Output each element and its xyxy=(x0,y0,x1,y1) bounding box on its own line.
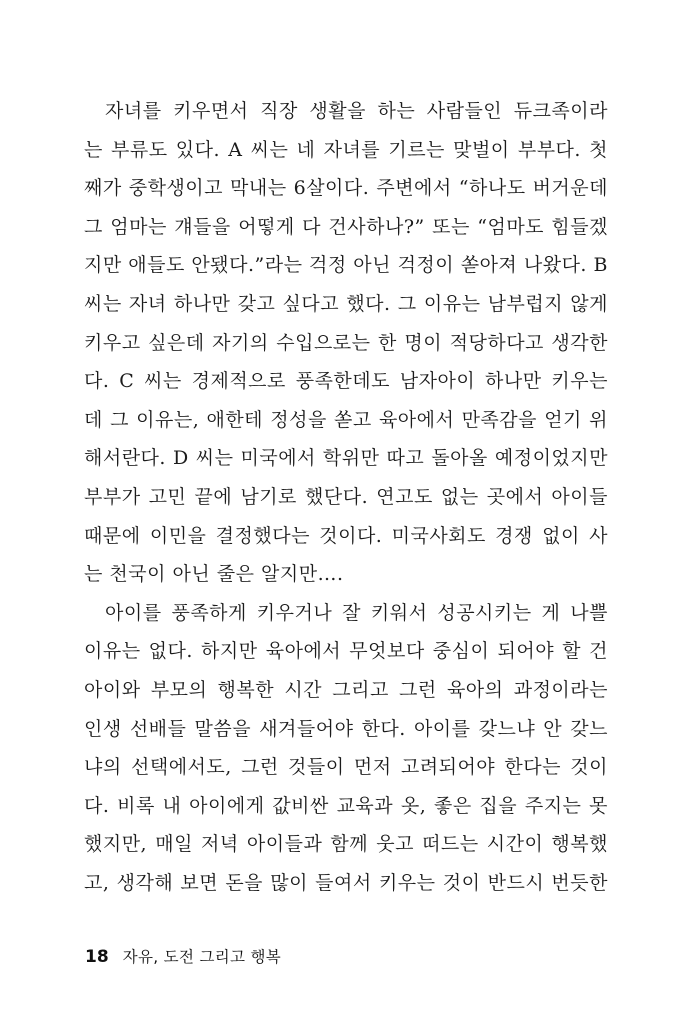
running-footer-title: 자유, 도전 그리고 행복 xyxy=(122,948,282,966)
text-line: 데 그 이유는, 애한테 정성을 쏟고 육아에서 만족감을 얻기 위 xyxy=(84,408,608,431)
text-line: 때문에 이민을 결정했다는 것이다. 미국사회도 경쟁 없이 사 xyxy=(84,524,608,547)
text-line: 지만 애들도 안됐다.”라는 걱정 아닌 걱정이 쏟아져 나왔다. B xyxy=(84,254,608,277)
page-footer xyxy=(85,945,281,967)
text-line: 는 부류도 있다. A 씨는 네 자녀를 기르는 맞벌이 부부다. 첫 xyxy=(84,138,608,161)
text-line: 씨는 자녀 하나만 갖고 싶다고 했다. 그 이유는 남부럽지 않게 xyxy=(84,292,608,315)
text-line: 했지만, 매일 저녁 아이들과 함께 웃고 떠드는 시간이 행복했 xyxy=(84,833,608,856)
text-line: 아이를 풍족하게 키우거나 잘 키워서 성공시키는 게 나쁠 xyxy=(105,601,608,624)
body-text xyxy=(84,92,608,902)
text-line: 키우고 싶은데 자기의 수입으로는 한 명이 적당하다고 생각한 xyxy=(84,331,608,354)
text-line: 이유는 없다. 하지만 육아에서 무엇보다 중심이 되어야 할 건 xyxy=(84,640,608,663)
text-line: 그 엄마는 걔들을 어떻게 다 건사하나?” 또는 “엄마도 힘들겠 xyxy=(84,215,608,238)
text-line: 다. C 씨는 경제적으로 풍족한데도 남자아이 하나만 키우는 xyxy=(84,370,608,393)
text-line: 부부가 고민 끝에 남기로 했단다. 연고도 없는 곳에서 아이들 xyxy=(84,485,608,508)
text-line: 다. 비록 내 아이에게 값비싼 교육과 옷, 좋은 집을 주지는 못 xyxy=(84,794,608,817)
text-line: 인생 선배들 말씀을 새겨들어야 한다. 아이를 갖느냐 안 갖느 xyxy=(84,717,608,740)
text-line: 고, 생각해 보면 돈을 많이 들여서 키우는 것이 반드시 번듯한 xyxy=(84,871,608,894)
page-number: 18 xyxy=(85,947,109,967)
text-line: 아이와 부모의 행복한 시간 그리고 그런 육아의 과정이라는 xyxy=(84,678,608,701)
text-line: 자녀를 키우면서 직장 생활을 하는 사람들인 듀크족이라 xyxy=(105,100,608,122)
text-line: 는 천국이 아닌 줄은 알지만…. xyxy=(84,563,344,586)
text-line: 해서란다. D 씨는 미국에서 학위만 따고 돌아올 예정이었지만 xyxy=(84,447,608,470)
text-line: 냐의 선택에서도, 그런 것들이 먼저 고려되어야 한다는 것이 xyxy=(84,756,608,779)
text-line: 째가 중학생이고 막내는 6살이다. 주변에서 “하나도 버거운데 xyxy=(84,177,608,200)
